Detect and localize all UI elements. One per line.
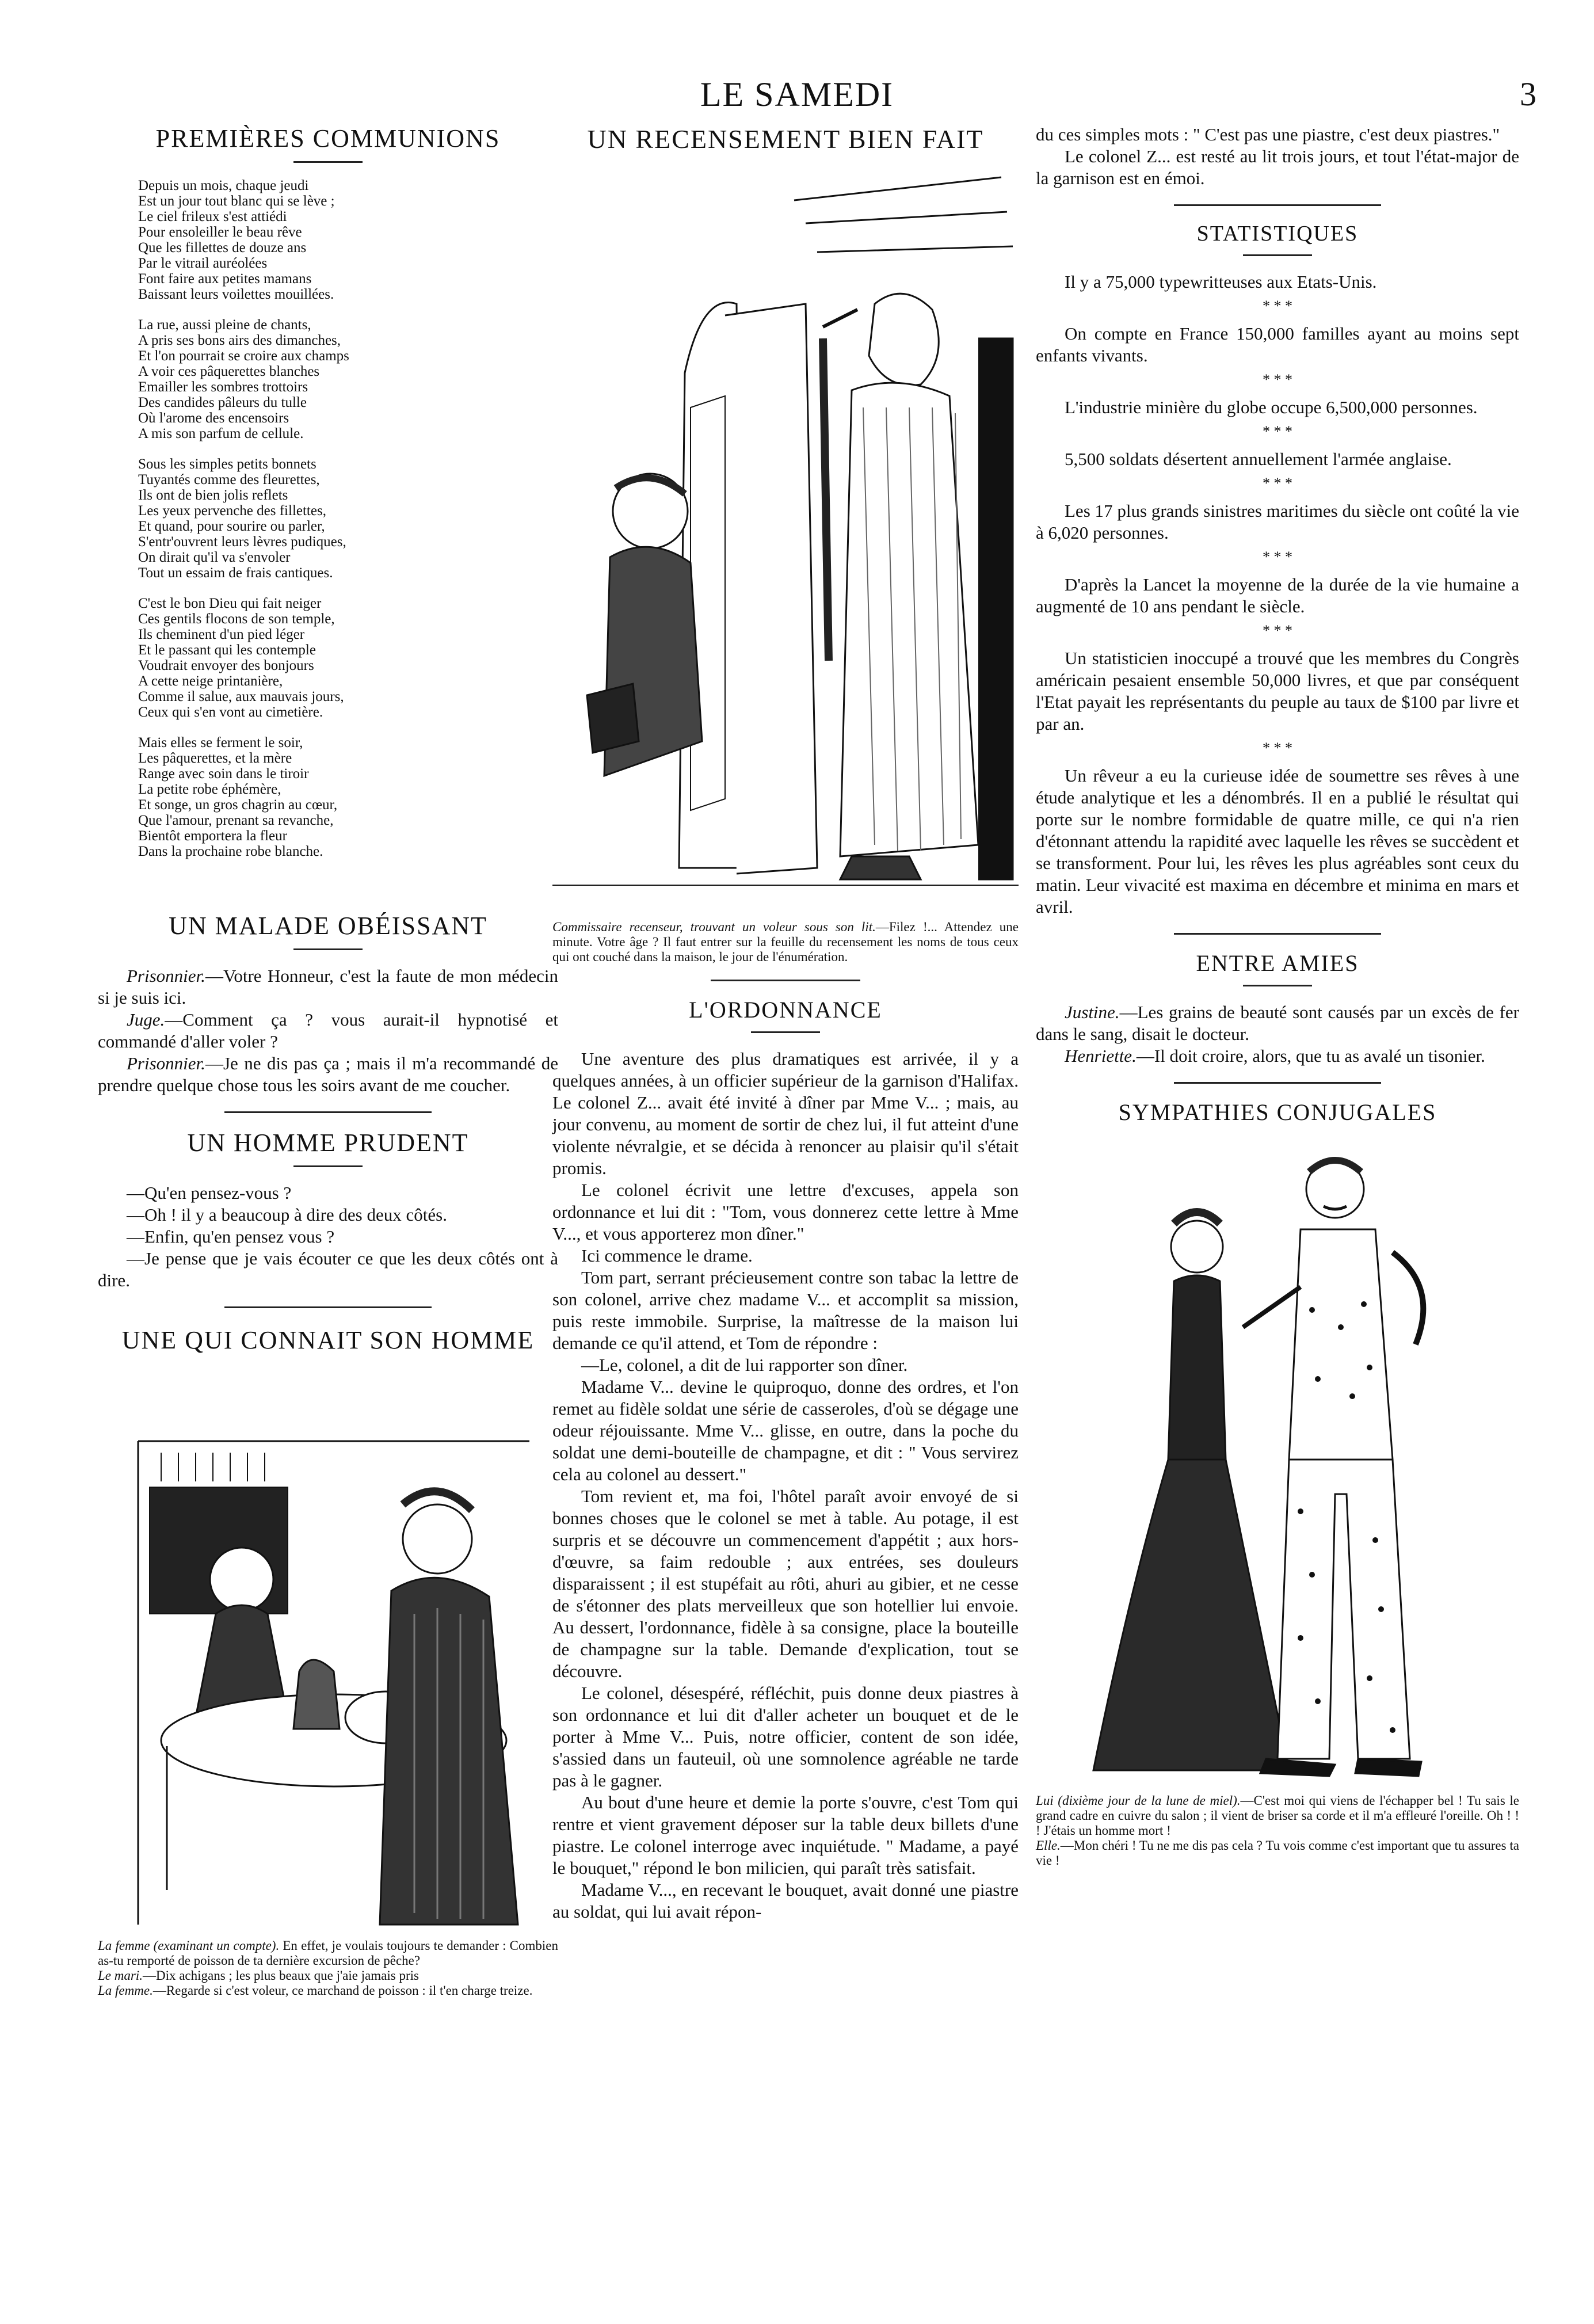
malade-obeissant-dialogue bbox=[98, 965, 558, 1096]
statistiques-title: STATISTIQUES bbox=[1196, 222, 1359, 246]
ordonnance-continuation bbox=[1036, 124, 1519, 189]
paragraph: Le colonel, désespéré, réfléchit, puis donne deux piastres à son ordonnance et lui dit d'aller acheter un bouquet et de le porter à Mme V... Puis, notre officier, content de son idée, s'assied dans un fauteuil, où une somnolence agréable ne tarde pas à le gagner. bbox=[552, 1683, 1019, 1790]
poem-line: La petite robe éphémère, bbox=[138, 782, 281, 797]
poem-line: S'entr'ouvrent leurs lèvres pudiques, bbox=[138, 534, 346, 550]
poem-line: Sous les simples petits bonnets bbox=[138, 456, 316, 472]
divider bbox=[1243, 254, 1312, 256]
poem-line: On dirait qu'il va s'envoler bbox=[138, 550, 291, 565]
census-illustration bbox=[552, 166, 1019, 914]
column-middle bbox=[552, 124, 1019, 1923]
paragraph: Le colonel écrivit une lettre d'excuses, appela son ordonnance et lui dit : "Tom, vous donnerez cette lettre à Mme V..., et vous apporterez mon dîner." bbox=[552, 1180, 1019, 1244]
poem bbox=[138, 178, 558, 859]
poem-stanza bbox=[138, 456, 558, 581]
poem-line: Est un jour tout blanc qui se lève ; bbox=[138, 193, 335, 209]
poem-line: Mais elles se ferment le soir, bbox=[138, 735, 303, 750]
poem-line: Et le passant qui les contemple bbox=[138, 642, 316, 658]
statistic-item: 5,500 soldats désertent annuellement l'armée anglaise. bbox=[1065, 449, 1452, 469]
dialogue-line: —Qu'en pensez-vous ? bbox=[127, 1183, 292, 1203]
poem-stanza bbox=[138, 178, 558, 302]
page-number: 3 bbox=[1520, 75, 1536, 113]
speaker: Prisonnier. bbox=[127, 966, 205, 986]
asterism-separator: * * * bbox=[1263, 423, 1292, 440]
speaker: Henriette. bbox=[1065, 1046, 1137, 1066]
homme-prudent-title: UN HOMME PRUDENT bbox=[187, 1129, 469, 1157]
poem-line: La rue, aussi pleine de chants, bbox=[138, 317, 311, 333]
poem-line: Depuis un mois, chaque jeudi bbox=[138, 178, 309, 193]
dinner-illustration bbox=[115, 1372, 552, 1930]
asterism-separator: * * * bbox=[1263, 740, 1292, 756]
divider bbox=[1243, 985, 1312, 986]
caption-speaker: La femme (examinant un compte). bbox=[98, 1938, 280, 1953]
couple-illustration bbox=[1070, 1137, 1485, 1788]
poem-line: C'est le bon Dieu qui fait neiger bbox=[138, 596, 322, 611]
poem-line: Font faire aux petites mamans bbox=[138, 271, 312, 287]
divider bbox=[751, 1031, 820, 1033]
caption-text: —Dix achigans ; les plus beaux que j'aie jamais pris bbox=[142, 1968, 419, 1983]
caption-text: En effet, je voulais toujours te demander : Combien as-tu remporté de poisson de ta dernière excursion de pêche? bbox=[98, 1938, 558, 1968]
paragraph: —Le, colonel, a dit de lui rapporter son dîner. bbox=[581, 1355, 908, 1375]
ordonnance-article bbox=[552, 1048, 1019, 1923]
homme-prudent-dialogue bbox=[98, 1182, 558, 1291]
poem-line: A mis son parfum de cellule. bbox=[138, 426, 304, 441]
speaker: Prisonnier. bbox=[127, 1053, 205, 1073]
asterism-separator: * * * bbox=[1263, 475, 1292, 492]
caption-speaker: Commissaire recenseur, trouvant un voleur sous son lit. bbox=[552, 920, 876, 934]
poem-line: Où l'arome des encensoirs bbox=[138, 410, 289, 426]
poem-line: A pris ses bons airs des dimanches, bbox=[138, 333, 341, 348]
divider bbox=[224, 1306, 432, 1308]
paragraph: Ici commence le drame. bbox=[581, 1245, 753, 1266]
paragraph: Tom revient et, ma foi, l'hôtel paraît avoir envoyé de si bonnes choses que le colonel se met à table. Au potage, il est surpris et se découvre un commencement d'appétit ; aux hors-d'œuvre, sa faim redouble ; aux entrées, ses douleurs disparaissent ; il est stupéfait au rôti, ahuri au gibier, et ne cesse de s'étonner des plats merveilleux que son hotellier lui envoie. Au dessert, l'ordonnance, fidèle à sa consigne, place la bouteille de champagne sur la table. Demande d'explication, tout se découvre. bbox=[552, 1486, 1019, 1681]
caption-speaker: La femme. bbox=[98, 1983, 153, 1998]
caption-speaker: Lui (dixième jour de la lune de miel). bbox=[1036, 1793, 1241, 1808]
poem-line: Dans la prochaine robe blanche. bbox=[138, 844, 323, 859]
divider bbox=[293, 948, 363, 950]
statistiques-list bbox=[1036, 271, 1519, 918]
poem-line: Des candides pâleurs du tulle bbox=[138, 395, 307, 410]
divider bbox=[1174, 1082, 1381, 1084]
dialogue-text: —Je ne dis pas ça ; mais il m'a recommandé de prendre quelque chose tous les soirs avant de me coucher. bbox=[98, 1053, 558, 1095]
poem-line: Ils ont de bien jolis reflets bbox=[138, 487, 288, 503]
column-right bbox=[1036, 124, 1519, 1868]
caption-text: —Regarde si c'est voleur, ce marchand de poisson : il t'en charge treize. bbox=[152, 1983, 533, 1998]
dinner-caption bbox=[98, 1938, 558, 1998]
divider bbox=[293, 161, 363, 163]
poem-line: Pour ensoleiller le beau rêve bbox=[138, 224, 302, 240]
paragraph: Madame V... devine le quiproquo, donne des ordres, et l'on remet au fidèle soldat une série de casseroles, d'où se dégage une odeur réjouissante. Mme V... glisse, en outre, dans la poche du soldat une demi-bouteille de champagne, et dit : " Vous servirez cela au colonel au dessert." bbox=[552, 1377, 1019, 1484]
asterism-separator: * * * bbox=[1263, 298, 1292, 314]
poem-line: Tuyantés comme des fleurettes, bbox=[138, 472, 320, 487]
poem-line: Ils cheminent d'un pied léger bbox=[138, 627, 305, 642]
caption-text: —C'est moi qui viens de l'échapper bel ! Tu sais le grand cadre en cuivre du salon ; il vient de briser sa corde et il m'a effleuré l'oreille. Oh ! ! ! J'étais un homme mort ! bbox=[1036, 1793, 1519, 1838]
paragraph: Tom part, serrant précieusement contre son tabac la lettre de son colonel, arrive chez madame V... et accomplit sa mission, puis reste immobile. Surprise, la maîtresse de la maison lui demande ce qu'il attend, et Tom de répondre : bbox=[552, 1267, 1019, 1353]
poem-line: Par le vitrail auréolées bbox=[138, 256, 268, 271]
ordonnance-title: L'ORDONNANCE bbox=[689, 997, 882, 1023]
dialogue-text: —Comment ça ? vous aurait-il hypnotisé et commandé d'aller voler ? bbox=[98, 1009, 558, 1051]
paragraph: Le colonel Z... est resté au lit trois jours, et tout l'état-major de la garnison est en émoi. bbox=[1036, 146, 1519, 188]
divider bbox=[1174, 204, 1381, 206]
asterism-separator: * * * bbox=[1263, 371, 1292, 388]
poem-line: Range avec soin dans le tiroir bbox=[138, 766, 309, 782]
poem-line: Voudrait envoyer des bonjours bbox=[138, 658, 314, 673]
poem-line: Bientôt emportera la fleur bbox=[138, 828, 287, 844]
caption-text: —Filez !... Attendez une minute. Votre âge ? Il faut entrer sur la feuille du recensement les noms de tous ceux qui ont couché dans la maison, le jour de l'énumération. bbox=[552, 920, 1019, 964]
paragraph: Une aventure des plus dramatiques est arrivée, il y a quelques années, à un officier supérieur de la garnison d'Halifax. Le colonel Z... avait été invité à dîner par Mme V... ; mais, au jour convenu, au moment de sortir de chez lui, il fut atteint d'une violente névralgie, et se décida à renoncer au plaisir qu'il s'était promis. bbox=[552, 1049, 1019, 1178]
poem-line: A voir ces pâquerettes blanches bbox=[138, 364, 320, 379]
dialogue-text: —Les grains de beauté sont causés par un excès de fer dans le sang, disait le docteur. bbox=[1036, 1002, 1519, 1044]
poem-line: Baissant leurs voilettes mouillées. bbox=[138, 287, 334, 302]
dialogue-line: —Oh ! il y a beaucoup à dire des deux côtés. bbox=[127, 1205, 447, 1225]
divider bbox=[1174, 933, 1381, 935]
poem-line: Et l'on pourrait se croire aux champs bbox=[138, 348, 349, 364]
poem-stanza bbox=[138, 317, 558, 441]
entre-amies-dialogue bbox=[1036, 1001, 1519, 1067]
poem-line: Tout un essaim de frais cantiques. bbox=[138, 565, 333, 581]
une-qui-connait-title: UNE QUI CONNAIT SON HOMME bbox=[121, 1326, 535, 1354]
divider bbox=[293, 1165, 363, 1167]
dialogue-line: —Enfin, qu'en pensez vous ? bbox=[127, 1226, 335, 1247]
statistic-item: L'industrie minière du globe occupe 6,500,000 personnes. bbox=[1065, 397, 1478, 417]
paragraph: Au bout d'une heure et demie la porte s'ouvre, c'est Tom qui rentre et vient gravement déposer sur la table deux billets d'une piastre. Le colonel interroge avec inquiétude. " Madame, a payé le bouquet," répond le bon milicien, qui paraît très satisfait. bbox=[552, 1792, 1019, 1878]
poem-line: Les pâquerettes, et la mère bbox=[138, 750, 292, 766]
divider bbox=[711, 980, 860, 981]
statistic-item: On compte en France 150,000 familles ayant au moins sept enfants vivants. bbox=[1036, 323, 1519, 365]
asterism-separator: * * * bbox=[1263, 548, 1292, 565]
dialogue-text: —Il doit croire, alors, que tu as avalé un tisonier. bbox=[1136, 1046, 1485, 1066]
poem-line: Et quand, pour sourire ou parler, bbox=[138, 519, 325, 534]
statistic-item: D'après la Lancet la moyenne de la durée de la vie humaine a augmenté de 10 ans pendant le siècle. bbox=[1036, 574, 1519, 616]
poem-line: Les yeux pervenche des fillettes, bbox=[138, 503, 326, 519]
entre-amies-title: ENTRE AMIES bbox=[1196, 950, 1359, 976]
statistic-item: Un rêveur a eu la curieuse idée de soumettre ses rêves à une étude analytique et les a dénombrés. Il en a publié le résultat qui porte sur le nombre formidable de quatre mille, ce qui n'a rien d'étonnant attendu la rapidité avec laquelle les rêves se succèdent et se transforment. Pour lui, les rêves les plus agréables sont ceux du matin. Leur vivacité est maxima en décembre et minima en mars et avril. bbox=[1036, 765, 1519, 917]
caption-speaker: Elle. bbox=[1036, 1838, 1061, 1853]
statistic-item: Un statisticien inoccupé a trouvé que les membres du Congrès américain pesaient ensemble 50,000 livres, et que par conséquent l'Etat payait les représentants du peuple au taux de $100 par livre et par an. bbox=[1036, 648, 1519, 734]
poem-stanza bbox=[138, 735, 558, 859]
premieres-communions-title: PREMIÈRES COMMUNIONS bbox=[155, 124, 501, 153]
dialogue-text: —Votre Honneur, c'est la faute de mon médecin si je suis ici. bbox=[98, 966, 558, 1008]
statistic-item: Il y a 75,000 typewritteuses aux Etats-Unis. bbox=[1065, 272, 1377, 292]
paragraph: Madame V..., en recevant le bouquet, avait donné une piastre au soldat, qui lui avait répon- bbox=[552, 1880, 1019, 1922]
poem-line: Comme il salue, aux mauvais jours, bbox=[138, 689, 344, 704]
recensement-title: UN RECENSEMENT BIEN FAIT bbox=[587, 124, 984, 154]
divider bbox=[224, 1111, 432, 1113]
column-left bbox=[98, 124, 558, 1998]
speaker: Justine. bbox=[1065, 1002, 1120, 1022]
caption-speaker: Le mari. bbox=[98, 1968, 143, 1983]
caption-text: —Mon chéri ! Tu ne me dis pas cela ? Tu vois comme c'est important que tu assures ta vie ! bbox=[1036, 1838, 1519, 1868]
malade-obeissant-title: UN MALADE OBÉISSANT bbox=[169, 912, 487, 940]
poem-line: Ces gentils flocons de son temple, bbox=[138, 611, 335, 627]
poem-line: Et songe, un gros chagrin au cœur, bbox=[138, 797, 338, 813]
poem-line: Que les fillettes de douze ans bbox=[138, 240, 307, 256]
newspaper-title: LE SAMEDI bbox=[700, 75, 894, 113]
poem-line: Emailler les sombres trottoirs bbox=[138, 379, 308, 395]
poem-line: Ceux qui s'en vont au cimetière. bbox=[138, 704, 323, 720]
couple-caption bbox=[1036, 1793, 1519, 1868]
poem-stanza bbox=[138, 596, 558, 720]
statistic-item: Les 17 plus grands sinistres maritimes du siècle ont coûté la vie à 6,020 personnes. bbox=[1036, 501, 1519, 543]
sympathies-title: SYMPATHIES CONJUGALES bbox=[1118, 1099, 1437, 1125]
poem-line: A cette neige printanière, bbox=[138, 673, 283, 689]
dialogue-line: —Je pense que je vais écouter ce que les deux côtés ont à dire. bbox=[98, 1248, 558, 1290]
paragraph: du ces simples mots : " C'est pas une piastre, c'est deux piastres." bbox=[1036, 124, 1500, 144]
poem-line: Le ciel frileux s'est attiédi bbox=[138, 209, 287, 224]
speaker: Juge. bbox=[127, 1009, 165, 1030]
poem-line: Que l'amour, prenant sa revanche, bbox=[138, 813, 334, 828]
census-caption bbox=[552, 920, 1019, 965]
asterism-separator: * * * bbox=[1263, 622, 1292, 639]
